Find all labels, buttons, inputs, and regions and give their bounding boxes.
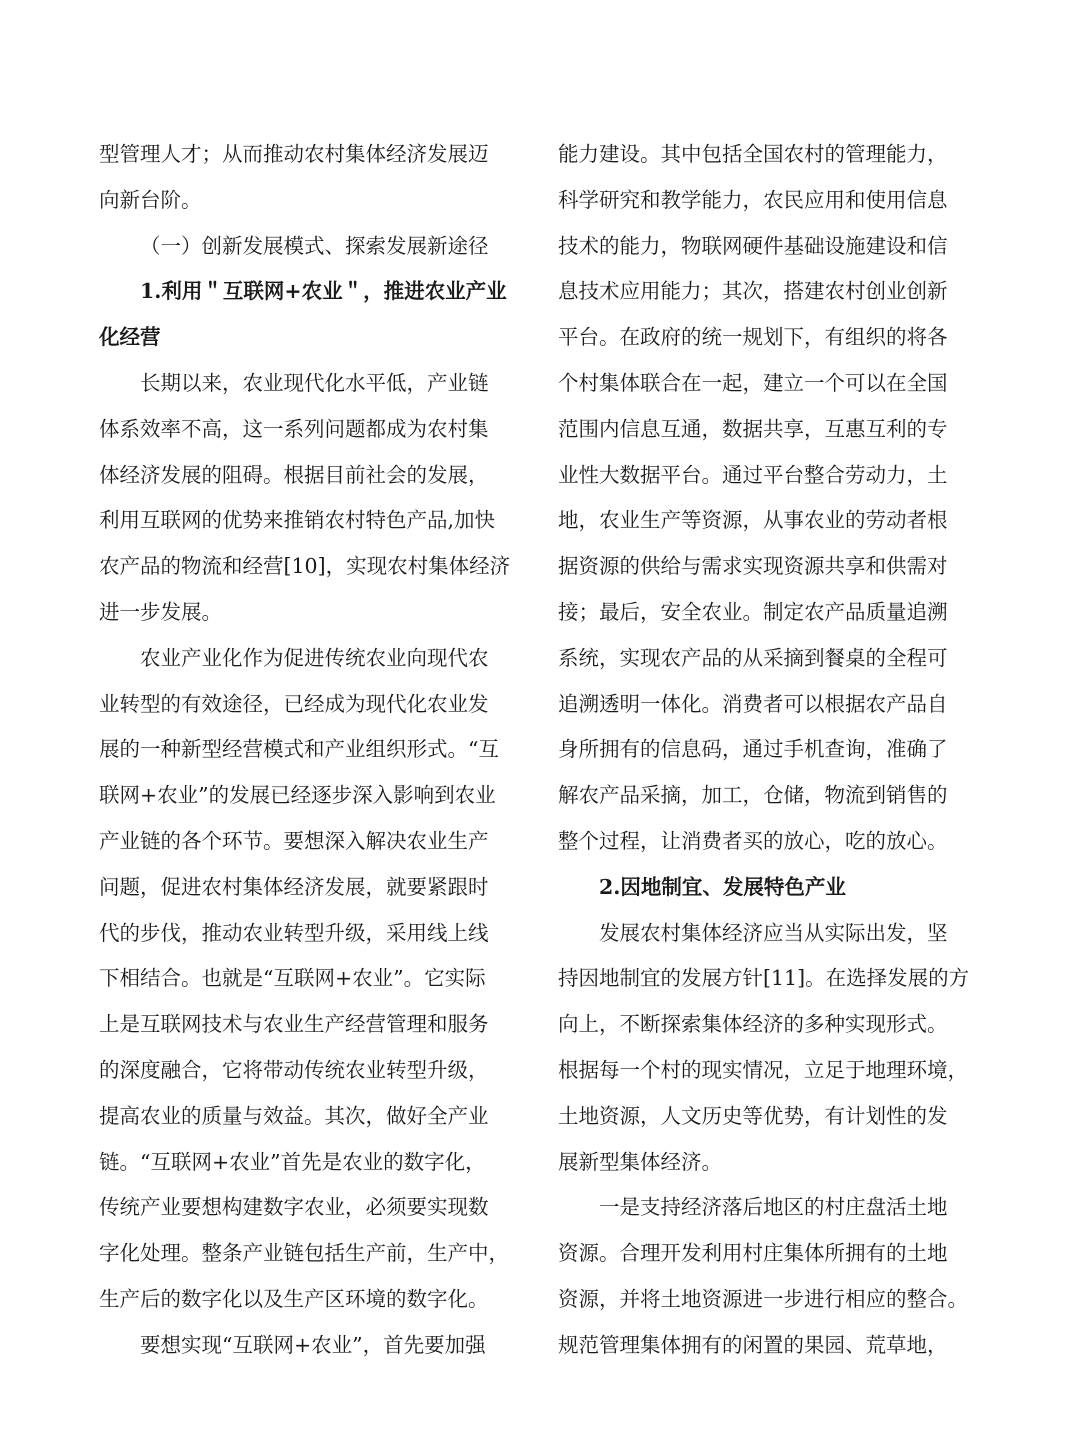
text-line: 地，农业生产等资源，从事农业的劳动者根 bbox=[558, 508, 948, 533]
text-line: 整个过程，让消费者买的放心，吃的放心。 bbox=[558, 828, 948, 853]
text-line: 业性大数据平台。通过平台整合劳动力，土 bbox=[558, 462, 948, 487]
section-heading-line: 1.利用＂互联网+农业＂，推进农业产业 bbox=[140, 279, 507, 304]
text-line: 体经济发展的阻碍。根据目前社会的发展， bbox=[99, 462, 489, 487]
text-line: 型管理人才；从而推动农村集体经济发展迈 bbox=[99, 142, 489, 166]
text-line: 据资源的供给与需求实现资源共享和供需对 bbox=[558, 554, 948, 579]
text-line: 下相结合。也就是“互联网+农业”。它实际 bbox=[99, 966, 486, 991]
text-line: 追溯透明一体化。消费者可以根据农产品自 bbox=[558, 691, 948, 716]
text-line: 利用互联网的优势来推销农村特色产品,加快 bbox=[99, 508, 496, 533]
text-line: 能力建设。其中包括全国农村的管理能力， bbox=[558, 142, 948, 166]
text-line: 产业链的各个环节。要想深入解决农业生产 bbox=[99, 828, 489, 853]
text-line: 农产品的物流和经营[10]，实现农村集体经济 bbox=[99, 554, 511, 579]
text-line: 字化处理。整条产业链包括生产前，生产中， bbox=[99, 1241, 509, 1266]
text-line: 代的步伐，推动农业转型升级，采用线上线 bbox=[99, 920, 489, 945]
text-line: （一）创新发展模式、探索发展新途径 bbox=[140, 233, 489, 258]
text-line: 向上，不断探索集体经济的多种实现形式。 bbox=[558, 1012, 948, 1037]
text-line: 要想实现“互联网+农业”，首先要加强 bbox=[140, 1332, 486, 1357]
text-line: 持因地制宜的发展方针[11]。在选择发展的方 bbox=[558, 966, 970, 991]
text-line: 土地资源，人文历史等优势，有计划性的发 bbox=[558, 1103, 948, 1128]
text-line: 资源，并将土地资源进一步进行相应的整合。 bbox=[558, 1286, 968, 1311]
right-text-column bbox=[558, 132, 985, 1369]
text-line: 平台。在政府的统一规划下，有组织的将各 bbox=[558, 325, 948, 350]
text-line: 展新型集体经济。 bbox=[558, 1149, 722, 1174]
text-line: 解农产品采摘，加工，仓储，物流到销售的 bbox=[558, 783, 948, 808]
text-line: 业转型的有效途径，已经成为现代化农业发 bbox=[99, 691, 489, 716]
section-heading-line: 化经营 bbox=[99, 325, 161, 350]
text-line: 进一步发展。 bbox=[99, 599, 222, 624]
text-line: 传统产业要想构建数字农业，必须要实现数 bbox=[99, 1195, 489, 1220]
text-line: 技术的能力，物联网硬件基础设施建设和信 bbox=[558, 233, 948, 258]
text-line: 体系效率不高，这一系列问题都成为农村集 bbox=[99, 416, 489, 441]
text-line: 根据每一个村的现实情况，立足于地理环境， bbox=[558, 1057, 968, 1082]
text-line: 向新台阶。 bbox=[99, 187, 202, 212]
text-line: 问题，促进农村集体经济发展，就要紧跟时 bbox=[99, 874, 489, 899]
text-line: 链。“互联网+农业”首先是农业的数字化， bbox=[99, 1149, 486, 1174]
text-line: 资源。合理开发利用村庄集体所拥有的土地 bbox=[558, 1241, 948, 1266]
text-line: 联网+农业”的发展已经逐步深入影响到农业 bbox=[99, 783, 496, 808]
text-line: 个村集体联合在一起，建立一个可以在全国 bbox=[558, 370, 948, 395]
text-line: 范围内信息互通，数据共享，互惠互利的专 bbox=[558, 416, 948, 441]
text-line: 提高农业的质量与效益。其次，做好全产业 bbox=[99, 1103, 489, 1128]
text-line: 一是支持经济落后地区的村庄盘活土地 bbox=[599, 1195, 948, 1220]
text-line: 发展农村集体经济应当从实际出发，坚 bbox=[599, 920, 948, 945]
section-heading-line: 2.因地制宜、发展特色产业 bbox=[599, 874, 846, 899]
text-line: 展的一种新型经营模式和产业组织形式。“互 bbox=[99, 737, 499, 762]
text-line: 科学研究和教学能力，农民应用和使用信息 bbox=[558, 187, 948, 212]
text-line: 农业产业化作为促进传统农业向现代农 bbox=[140, 645, 489, 670]
text-line: 生产后的数字化以及生产区环境的数字化。 bbox=[99, 1286, 489, 1311]
text-line: 规范管理集体拥有的闲置的果园、荒草地， bbox=[558, 1332, 948, 1357]
text-line: 长期以来，农业现代化水平低，产业链 bbox=[140, 370, 489, 395]
text-line: 身所拥有的信息码，通过手机查询，准确了 bbox=[558, 737, 948, 762]
left-text-column bbox=[99, 132, 526, 1369]
text-line: 上是互联网技术与农业生产经营管理和服务 bbox=[99, 1012, 489, 1037]
text-line: 接；最后，安全农业。制定农产品质量追溯 bbox=[558, 599, 948, 624]
text-line: 的深度融合，它将带动传统农业转型升级， bbox=[99, 1057, 489, 1082]
text-line: 系统，实现农产品的从采摘到餐桌的全程可 bbox=[558, 645, 948, 670]
text-line: 息技术应用能力；其次，搭建农村创业创新 bbox=[558, 279, 948, 304]
